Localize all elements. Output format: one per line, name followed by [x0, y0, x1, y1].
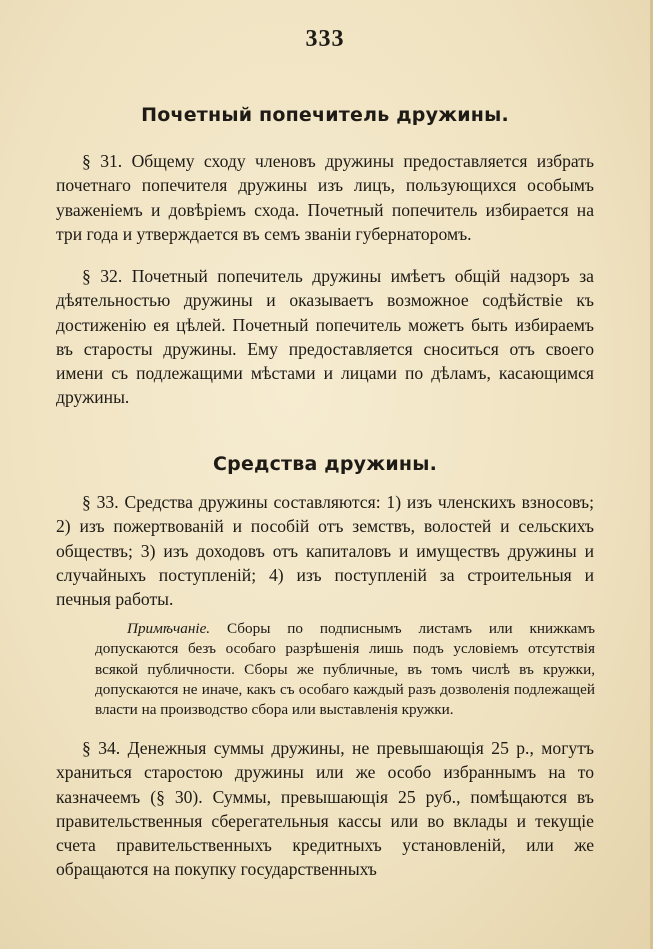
section-heading-honorary-trustee: Почетный попечитель дружины. — [141, 104, 509, 126]
section-heading-funds: Средства дружины. — [213, 453, 437, 475]
note-label: Примѣчаніе. — [127, 620, 211, 637]
paragraph-32: § 32. Почетный попечитель дружины имѣетъ общій надзоръ за дѣятельностью дружины и оказываетъ возможное содѣйствіе къ достиженію ея цѣлей. Почетный попечитель можетъ быть избираемъ въ старосты дружины. Ему предоставляется сноситься отъ своего имени съ подлежащими мѣстами и лицами по дѣламъ, касающимся дружины. — [56, 266, 594, 408]
paragraph-33: § 33. Средства дружины составляются: 1) изъ членскихъ взносовъ; 2) изъ пожертвованій и пособій отъ земствъ, волостей и сельскихъ обществъ; 3) изъ доходовъ отъ капиталовъ и имуществъ дружины и случайныхъ поступленій; 4) изъ поступленій за строительныя и печныя работы. — [56, 492, 594, 610]
paragraph-34: § 34. Денежныя суммы дружины, не превышающія 25 р., могутъ храниться старостою дружины или же особо избраннымъ на то казначеемъ (§ 30). Суммы, превышающія 25 руб., помѣщаются въ правительственныя сберегательныя кассы или во вклады и текущіе счета правительственныхъ кредитныхъ установленій, или же обращаются на покупку государственныхъ — [56, 738, 594, 880]
note-33 — [95, 619, 595, 720]
note-text: Сборы по подписнымъ листамъ или книжкамъ допускаются безъ особаго разрѣшенія лишь подъ условіемъ отсутствія всякой публичности. Сборы же публичные, въ томъ числѣ въ кружки, допускаются не иначе, какъ съ особаго каждый разъ дозволенія подлежащей власти на производство сбора или выставленія кружки. — [95, 620, 596, 719]
page-number: 333 — [305, 26, 345, 52]
paragraph-31: § 31. Общему сходу членовъ дружины предоставляется избрать почетнаго попечителя дружины изъ лицъ, пользующихся особымъ уваженіемъ и довѣріемъ схода. Почетный попечитель избирается на три года и утверждается въ семъ званіи губернаторомъ. — [56, 151, 594, 244]
